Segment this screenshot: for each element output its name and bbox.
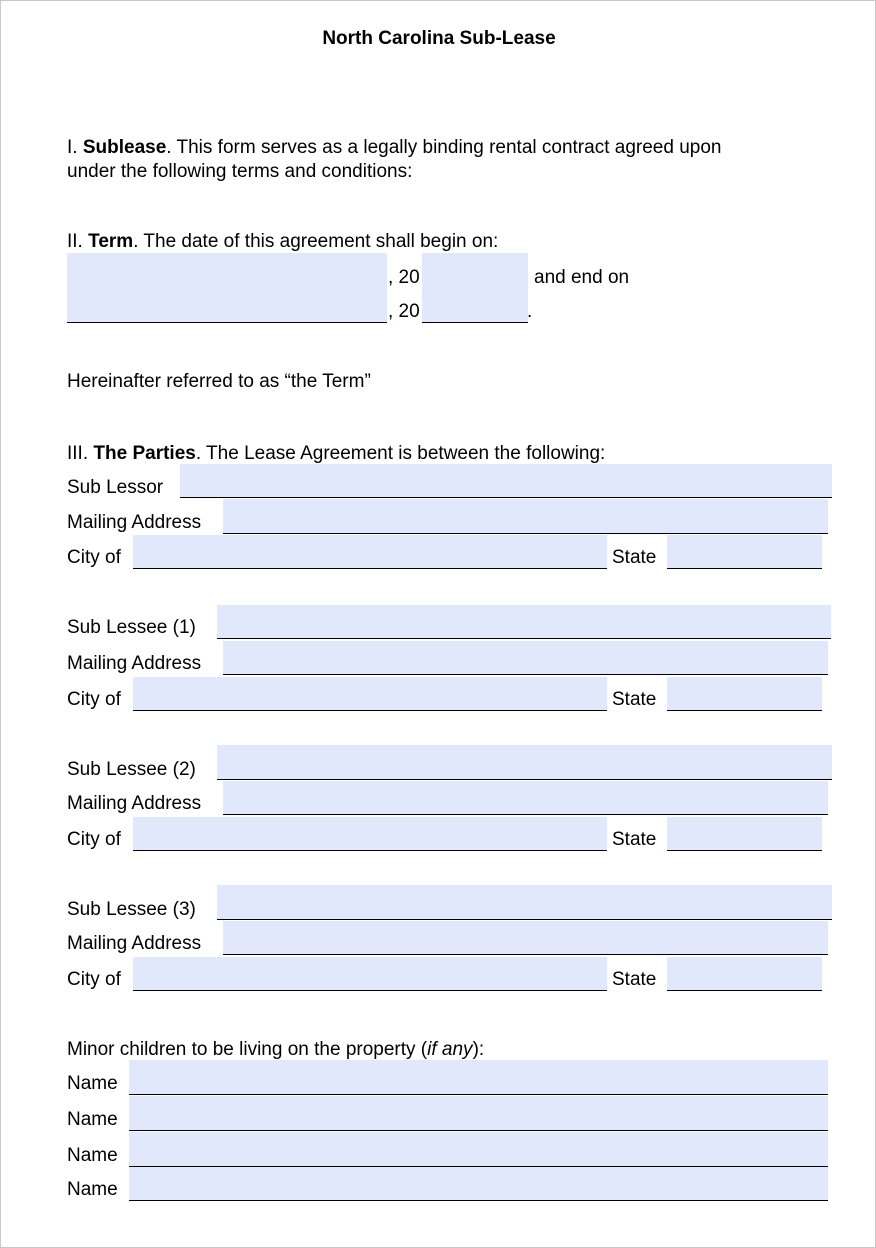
city-label: City of	[67, 829, 121, 850]
term-end-date-field[interactable]	[67, 288, 387, 323]
minor-name-field-2[interactable]	[129, 1096, 828, 1131]
city-label: City of	[67, 547, 121, 568]
term-start-date-field[interactable]	[67, 253, 387, 289]
sublease-paragraph-line-1	[67, 137, 721, 159]
and-end-on-label: and end on	[534, 267, 630, 288]
sub-lessee-1-city-field[interactable]	[133, 677, 607, 711]
sub-lessor-city-field[interactable]	[133, 535, 607, 569]
section-numeral: II.	[67, 231, 83, 252]
city-label: City of	[67, 689, 121, 710]
section-numeral: I.	[67, 137, 78, 158]
year-prefix-label: , 20	[388, 267, 420, 288]
name-label: Name	[67, 1073, 118, 1094]
mailing-address-label: Mailing Address	[67, 653, 202, 674]
sub-lessee-1-state-field[interactable]	[667, 677, 822, 711]
minor-children-text	[67, 1039, 484, 1061]
mailing-address-label: Mailing Address	[67, 793, 202, 814]
if-any-text: if any	[427, 1039, 473, 1060]
section-numeral: III.	[67, 443, 89, 464]
name-label: Name	[67, 1145, 118, 1166]
mailing-address-label: Mailing Address	[67, 512, 202, 533]
minor-children-text-start: Minor children to be living on the property (	[67, 1039, 428, 1060]
name-label: Name	[67, 1109, 118, 1130]
term-paragraph	[67, 231, 498, 253]
term-period: .	[527, 301, 533, 322]
sub-lessor-state-field[interactable]	[667, 535, 822, 569]
state-label: State	[612, 689, 657, 710]
state-label: State	[612, 969, 657, 990]
sub-lessee-3-label: Sub Lessee (3)	[67, 899, 196, 920]
sub-lessee-1-address-field[interactable]	[223, 641, 828, 675]
section-heading-sublease: Sublease	[82, 137, 167, 158]
parties-text: . The Lease Agreement is between the following:	[195, 443, 606, 464]
parties-paragraph	[67, 443, 605, 465]
hereinafter-text: Hereinafter referred to as “the Term”	[67, 371, 371, 392]
sub-lessee-1-field[interactable]	[217, 605, 831, 639]
sub-lessee-2-field[interactable]	[217, 745, 832, 780]
document-title: North Carolina Sub-Lease	[322, 28, 556, 49]
term-text: . The date of this agreement shall begin on:	[133, 231, 499, 252]
state-label: State	[612, 547, 657, 568]
sub-lessee-2-state-field[interactable]	[667, 817, 822, 851]
city-label: City of	[67, 969, 121, 990]
sublease-text: . This form serves as a legally binding rental contract agreed upon	[166, 137, 722, 158]
sub-lessee-1-label: Sub Lessee (1)	[67, 617, 196, 638]
section-heading-parties: The Parties	[93, 443, 196, 464]
term-start-year-field[interactable]	[422, 253, 528, 289]
term-end-year-field[interactable]	[422, 288, 528, 323]
sub-lessor-address-field[interactable]	[223, 499, 828, 534]
sub-lessee-3-address-field[interactable]	[223, 921, 828, 955]
sub-lessee-3-state-field[interactable]	[667, 957, 822, 991]
name-label: Name	[67, 1179, 118, 1200]
state-label: State	[612, 829, 657, 850]
minor-name-field-4[interactable]	[129, 1167, 828, 1201]
sub-lessee-2-label: Sub Lessee (2)	[67, 759, 196, 780]
section-heading-term: Term	[88, 231, 134, 252]
sub-lessor-label: Sub Lessor	[67, 477, 164, 498]
minor-name-field-3[interactable]	[129, 1132, 828, 1167]
sub-lessee-3-field[interactable]	[217, 885, 832, 920]
mailing-address-label: Mailing Address	[67, 933, 202, 954]
minor-children-text-end: ):	[472, 1039, 485, 1060]
sublease-paragraph-line-2: under the following terms and conditions:	[67, 161, 413, 182]
sub-lessor-field[interactable]	[180, 464, 832, 498]
sub-lessee-3-city-field[interactable]	[133, 957, 607, 991]
sub-lessee-2-address-field[interactable]	[223, 781, 828, 815]
year-prefix-label: , 20	[388, 301, 420, 322]
minor-name-field-1[interactable]	[129, 1060, 828, 1095]
sub-lessee-2-city-field[interactable]	[133, 817, 607, 851]
